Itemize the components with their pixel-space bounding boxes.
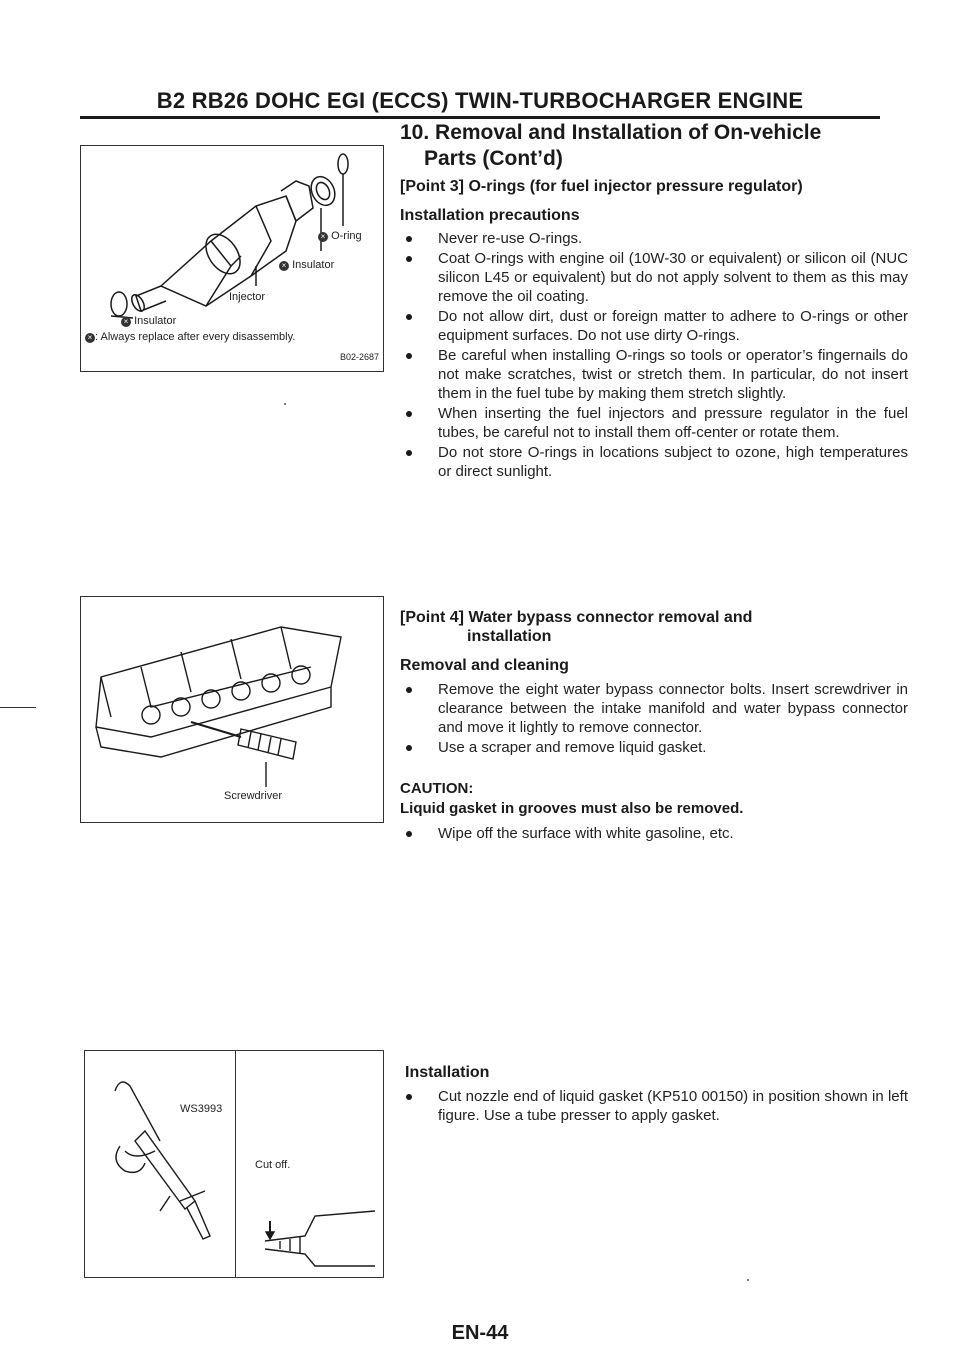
label-insulator-top: Insulator	[292, 259, 335, 271]
list-item: Do not allow dirt, dust or foreign matter to adhere to O-rings or other equipment surfaces. Do not use dirty O-rings.	[400, 307, 908, 345]
figure-liquid-gasket	[84, 1050, 384, 1278]
figure1-note: : Always replace after every disassembly.	[95, 331, 296, 343]
list-item: Never re-use O-rings.	[400, 229, 908, 248]
header-rule	[80, 116, 880, 119]
installation-heading: Installation	[405, 1064, 490, 1081]
point4-bullets-a	[400, 680, 908, 758]
caution-label: CAUTION:	[400, 780, 474, 797]
figure1-code: B02-2687	[339, 352, 379, 362]
point4-subheading: Removal and cleaning	[400, 657, 569, 674]
section-title-cont: Parts (Cont’d)	[424, 147, 563, 170]
point3-subheading: Installation precautions	[400, 207, 580, 224]
point4-bullets-b	[400, 824, 908, 844]
page-number: EN-44	[451, 1322, 509, 1344]
section-title: 10. Removal and Installation of On-vehicle	[400, 121, 822, 144]
list-item: Cut nozzle end of liquid gasket (KP510 00150) in position shown in left figure. Use a tube presser to apply gasket.	[400, 1087, 908, 1125]
figure-orings: × O-ring × Insulator Injector × Insulator × : Always replace after every disassembly. B02-2687	[80, 145, 384, 372]
gasket-tube-illustration	[85, 1051, 383, 1277]
manifold-illustration	[81, 597, 383, 822]
point4-heading-cont: installation	[467, 628, 552, 645]
label-oring: O-ring	[331, 230, 362, 242]
replace-icon: ×	[85, 333, 95, 343]
list-item: Wipe off the surface with white gasoline, etc.	[400, 824, 908, 843]
speck	[284, 403, 286, 405]
margin-mark	[0, 707, 36, 708]
page-header-title: B2 RB26 DOHC EGI (ECCS) TWIN-TURBOCHARGER ENGINE	[156, 88, 804, 113]
list-item: Do not store O-rings in locations subject to ozone, high temperatures or direct sunlight.	[400, 443, 908, 481]
label-screwdriver: Screwdriver	[224, 790, 283, 802]
label-insulator-bottom: Insulator	[134, 315, 177, 327]
point4-heading: [Point 4] Water bypass connector removal and	[400, 609, 753, 626]
list-item: When inserting the fuel injectors and pressure regulator in the fuel tubes, be careful not to install them off-center or rotate them.	[400, 404, 908, 442]
label-cut-off: Cut off.	[255, 1159, 291, 1171]
installation-bullets	[400, 1087, 908, 1126]
list-item: Coat O-rings with engine oil (10W-30 or equivalent) or silicon oil (NUC silicon L45 or equivalent) but do not apply solvent to them as this may remove the oil coating.	[400, 249, 908, 306]
list-item: Remove the eight water bypass connector bolts. Insert screwdriver in clearance between the intake manifold and water bypass connector and move it lightly to remove connector.	[400, 680, 908, 737]
caution-text: Liquid gasket in grooves must also be removed.	[400, 800, 744, 817]
list-item: Be careful when installing O-rings so tools or operator’s fingernails do not make scratches, twist or stretch them. In particular, do not insert them in the fuel tube by making them stretch slightly.	[400, 346, 908, 403]
speck	[747, 1279, 749, 1281]
point3-heading: [Point 3] O-rings (for fuel injector pressure regulator)	[400, 178, 803, 195]
point3-bullets	[400, 229, 908, 482]
label-ws3993: WS3993	[180, 1103, 223, 1115]
figure-screwdriver	[80, 596, 384, 823]
label-injector: Injector	[229, 291, 266, 303]
list-item: Use a scraper and remove liquid gasket.	[400, 738, 908, 757]
